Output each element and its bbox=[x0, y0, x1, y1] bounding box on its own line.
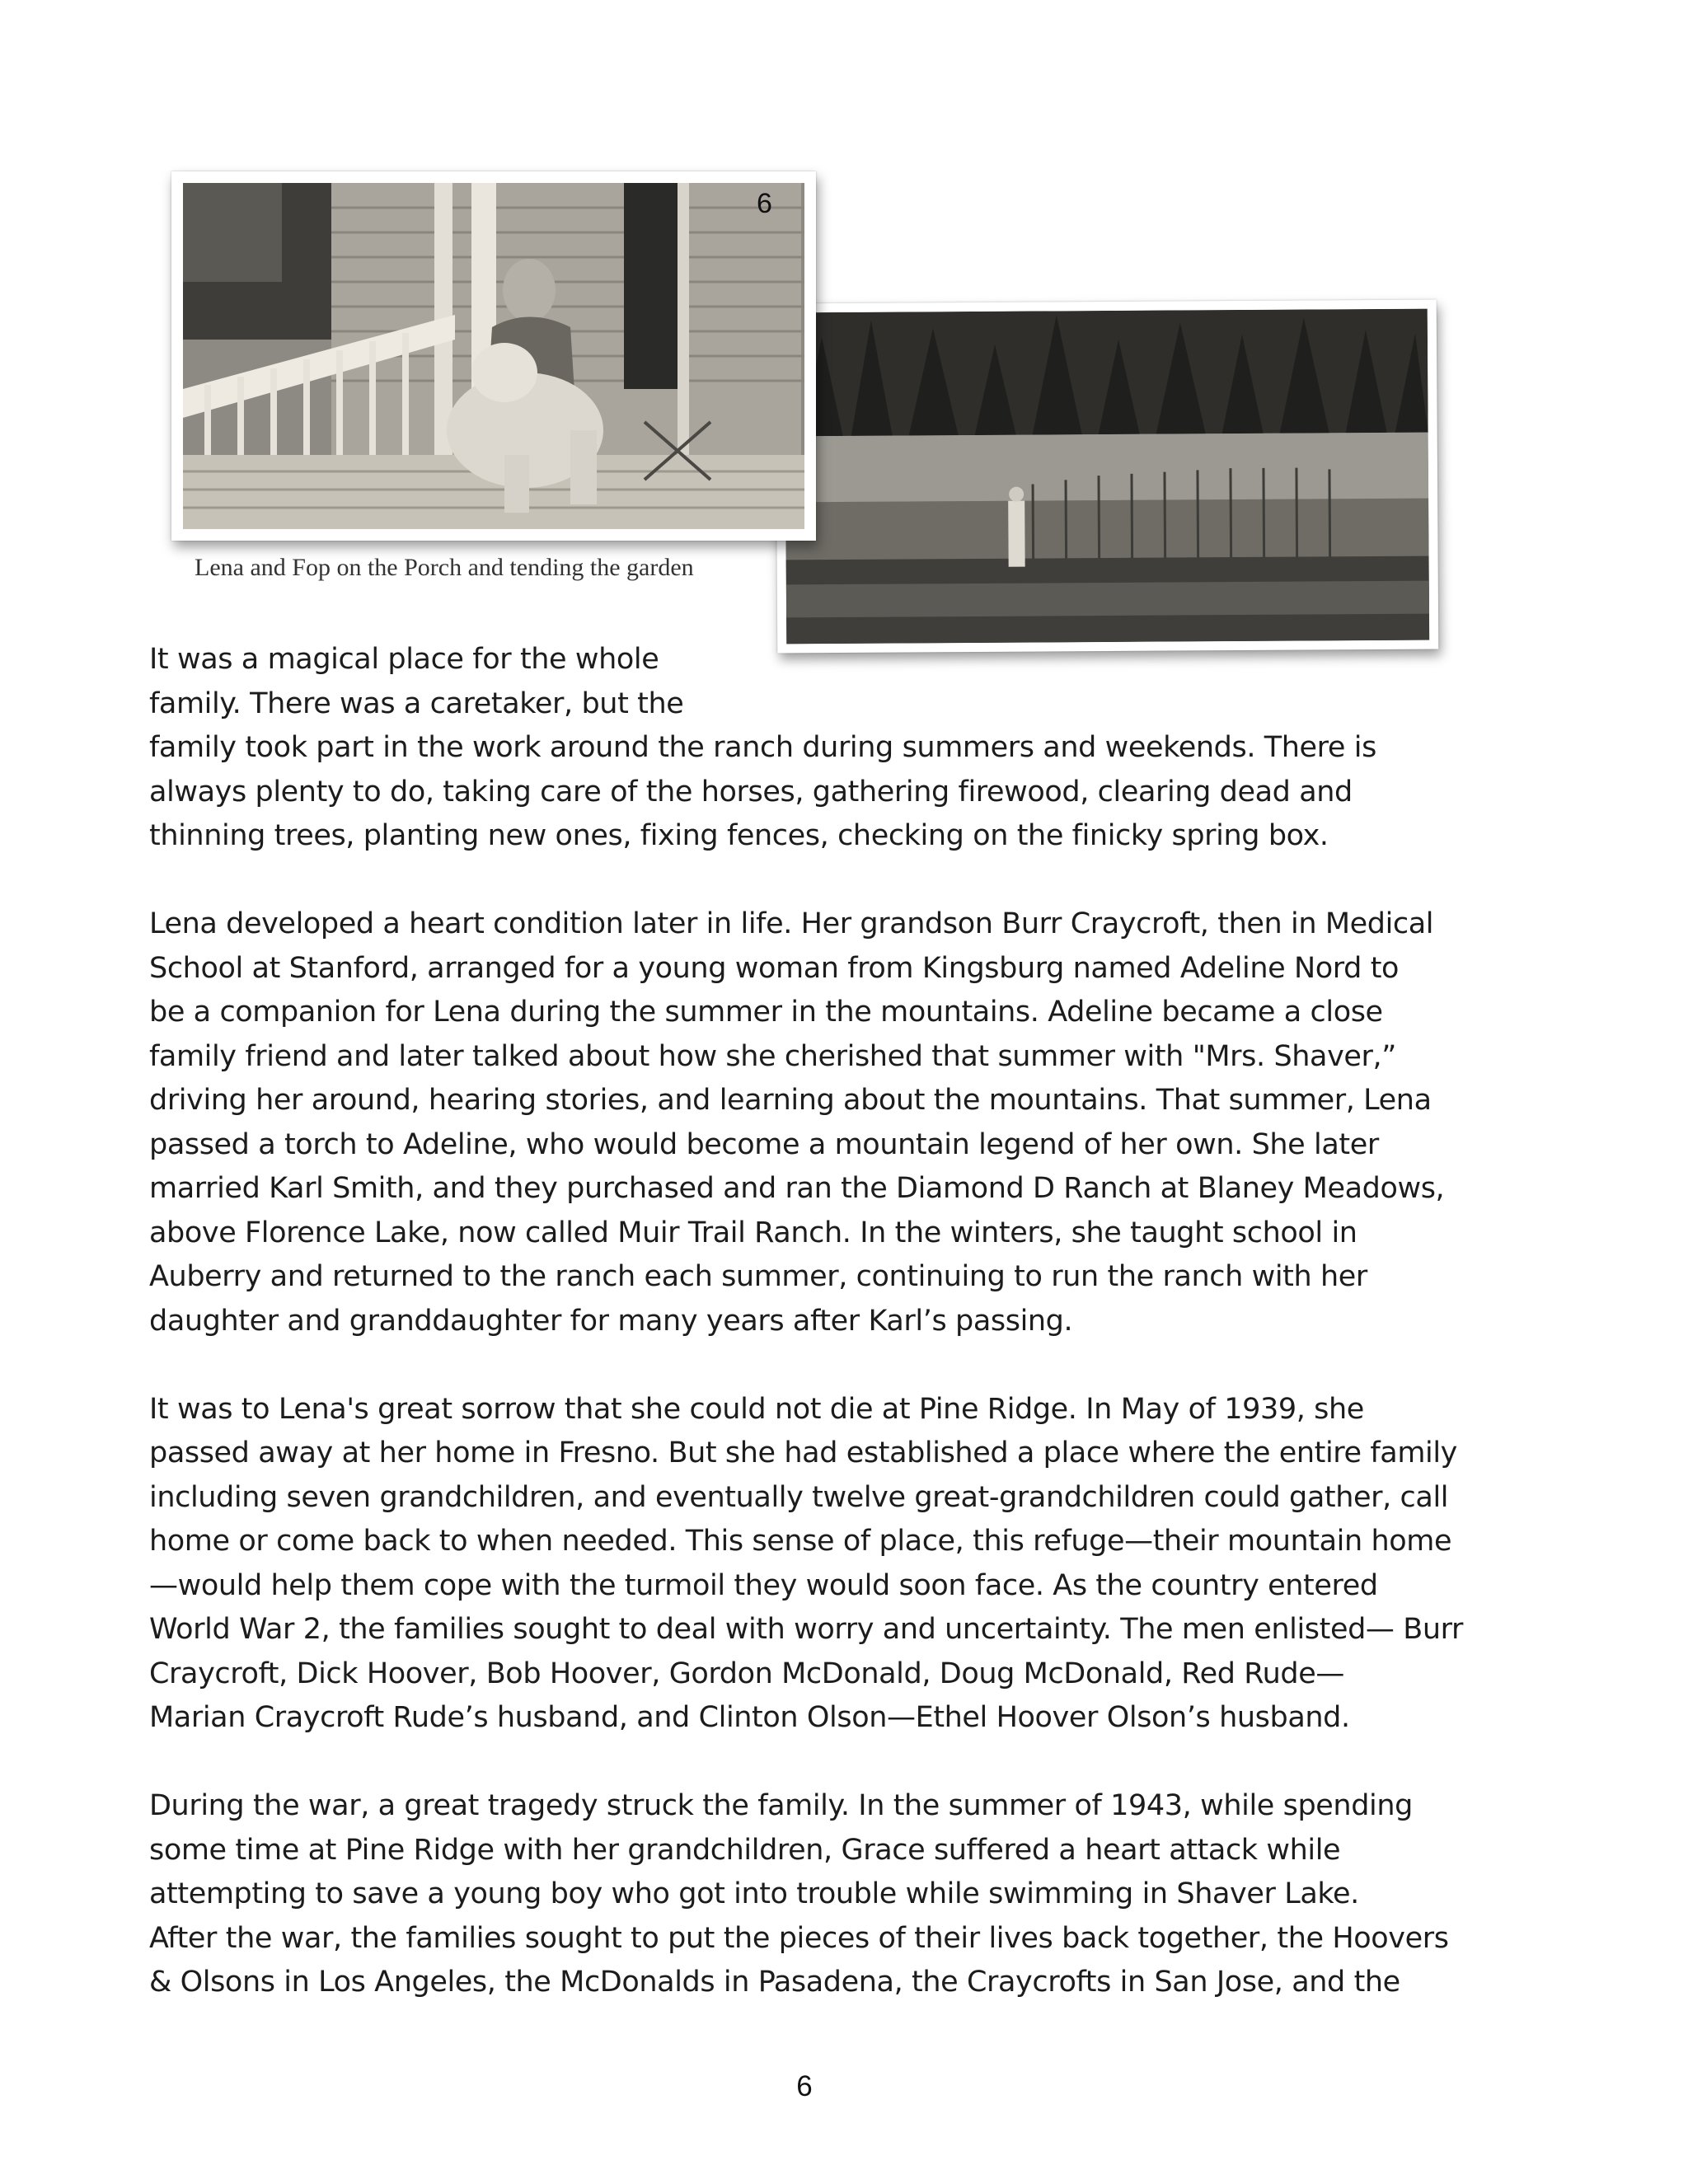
text-line: be a companion for Lena during the summer in the mountains. Adeline became a close bbox=[149, 996, 1383, 1029]
text-line: Marian Craycroft Rude’s husband, and Clinton Olson—Ethel Hoover Olson’s husband. bbox=[149, 1701, 1350, 1734]
text-line: home or come back to when needed. This sense of place, this refuge—their mountain home bbox=[149, 1525, 1452, 1558]
text-line: After the war, the families sought to put the pieces of their lives back together, the Hoovers bbox=[149, 1921, 1449, 1955]
text-line: Lena developed a heart condition later in life. Her grandson Burr Craycroft, then in Medical bbox=[149, 907, 1434, 940]
text-line: daughter and granddaughter for many years after Karl’s passing. bbox=[149, 1304, 1073, 1338]
porch-photo bbox=[171, 171, 816, 541]
text-line: It was to Lena's great sorrow that she could not die at Pine Ridge. In May of 1939, she bbox=[149, 1392, 1364, 1426]
paragraph bbox=[149, 902, 1550, 1343]
text-line: —would help them cope with the turmoil they would soon face. As the country entered bbox=[149, 1568, 1378, 1602]
text-line: attempting to save a young boy who got into trouble while swimming in Shaver Lake. bbox=[149, 1877, 1359, 1910]
photo-corner-number: 6 bbox=[757, 188, 772, 219]
body-text bbox=[149, 638, 1550, 2049]
text-line: family. There was a caretaker, but the bbox=[149, 687, 684, 720]
text-line: thinning trees, planting new ones, fixing fences, checking on the finicky spring box. bbox=[149, 819, 1329, 852]
garden-photo-image bbox=[785, 309, 1429, 644]
text-line: School at Stanford, arranged for a young woman from Kingsburg named Adeline Nord to bbox=[149, 951, 1400, 985]
text-line: married Karl Smith, and they purchased and ran the Diamond D Ranch at Blaney Meadows, bbox=[149, 1172, 1445, 1205]
text-line: Auberry and returned to the ranch each summer, continuing to run the ranch with her bbox=[149, 1260, 1367, 1293]
photo-caption: Lena and Fop on the Porch and tending the garden bbox=[195, 554, 694, 581]
paragraph bbox=[149, 1388, 1550, 1741]
text-line: passed a torch to Adeline, who would become a mountain legend of her own. She later bbox=[149, 1127, 1379, 1161]
text-line: passed away at her home in Fresno. But she had established a place where the entire family bbox=[149, 1436, 1457, 1469]
text-line: some time at Pine Ridge with her grandchildren, Grace suffered a heart attack while bbox=[149, 1833, 1341, 1867]
text-line: During the war, a great tragedy struck the family. In the summer of 1943, while spending bbox=[149, 1789, 1413, 1822]
porch-photo-image bbox=[183, 183, 804, 529]
paragraph bbox=[149, 1784, 1550, 2005]
text-line: including seven grandchildren, and eventually twelve great-grandchildren could gather, call bbox=[149, 1480, 1449, 1514]
text-line: It was a magical place for the whole bbox=[149, 643, 659, 676]
paragraph bbox=[149, 638, 1550, 859]
text-line: driving her around, hearing stories, and learning about the mountains. That summer, Lena bbox=[149, 1084, 1432, 1117]
text-line: always plenty to do, taking care of the horses, gathering firewood, clearing dead and bbox=[149, 775, 1353, 808]
garden-photo bbox=[776, 300, 1439, 654]
text-line: family took part in the work around the ranch during summers and weekends. There is bbox=[149, 731, 1376, 764]
text-line: World War 2, the families sought to deal with worry and uncertainty. The men enlisted— Burr bbox=[149, 1613, 1463, 1646]
text-line: above Florence Lake, now called Muir Trail Ranch. In the winters, she taught school in bbox=[149, 1216, 1357, 1249]
text-line: family friend and later talked about how she cherished that summer with "Mrs. Shaver,” bbox=[149, 1039, 1397, 1073]
text-line: & Olsons in Los Angeles, the McDonalds in Pasadena, the Craycrofts in San Jose, and the bbox=[149, 1966, 1400, 1999]
page-number: 6 bbox=[796, 2070, 813, 2102]
text-line: Craycroft, Dick Hoover, Bob Hoover, Gordon McDonald, Doug McDonald, Red Rude— bbox=[149, 1657, 1344, 1690]
